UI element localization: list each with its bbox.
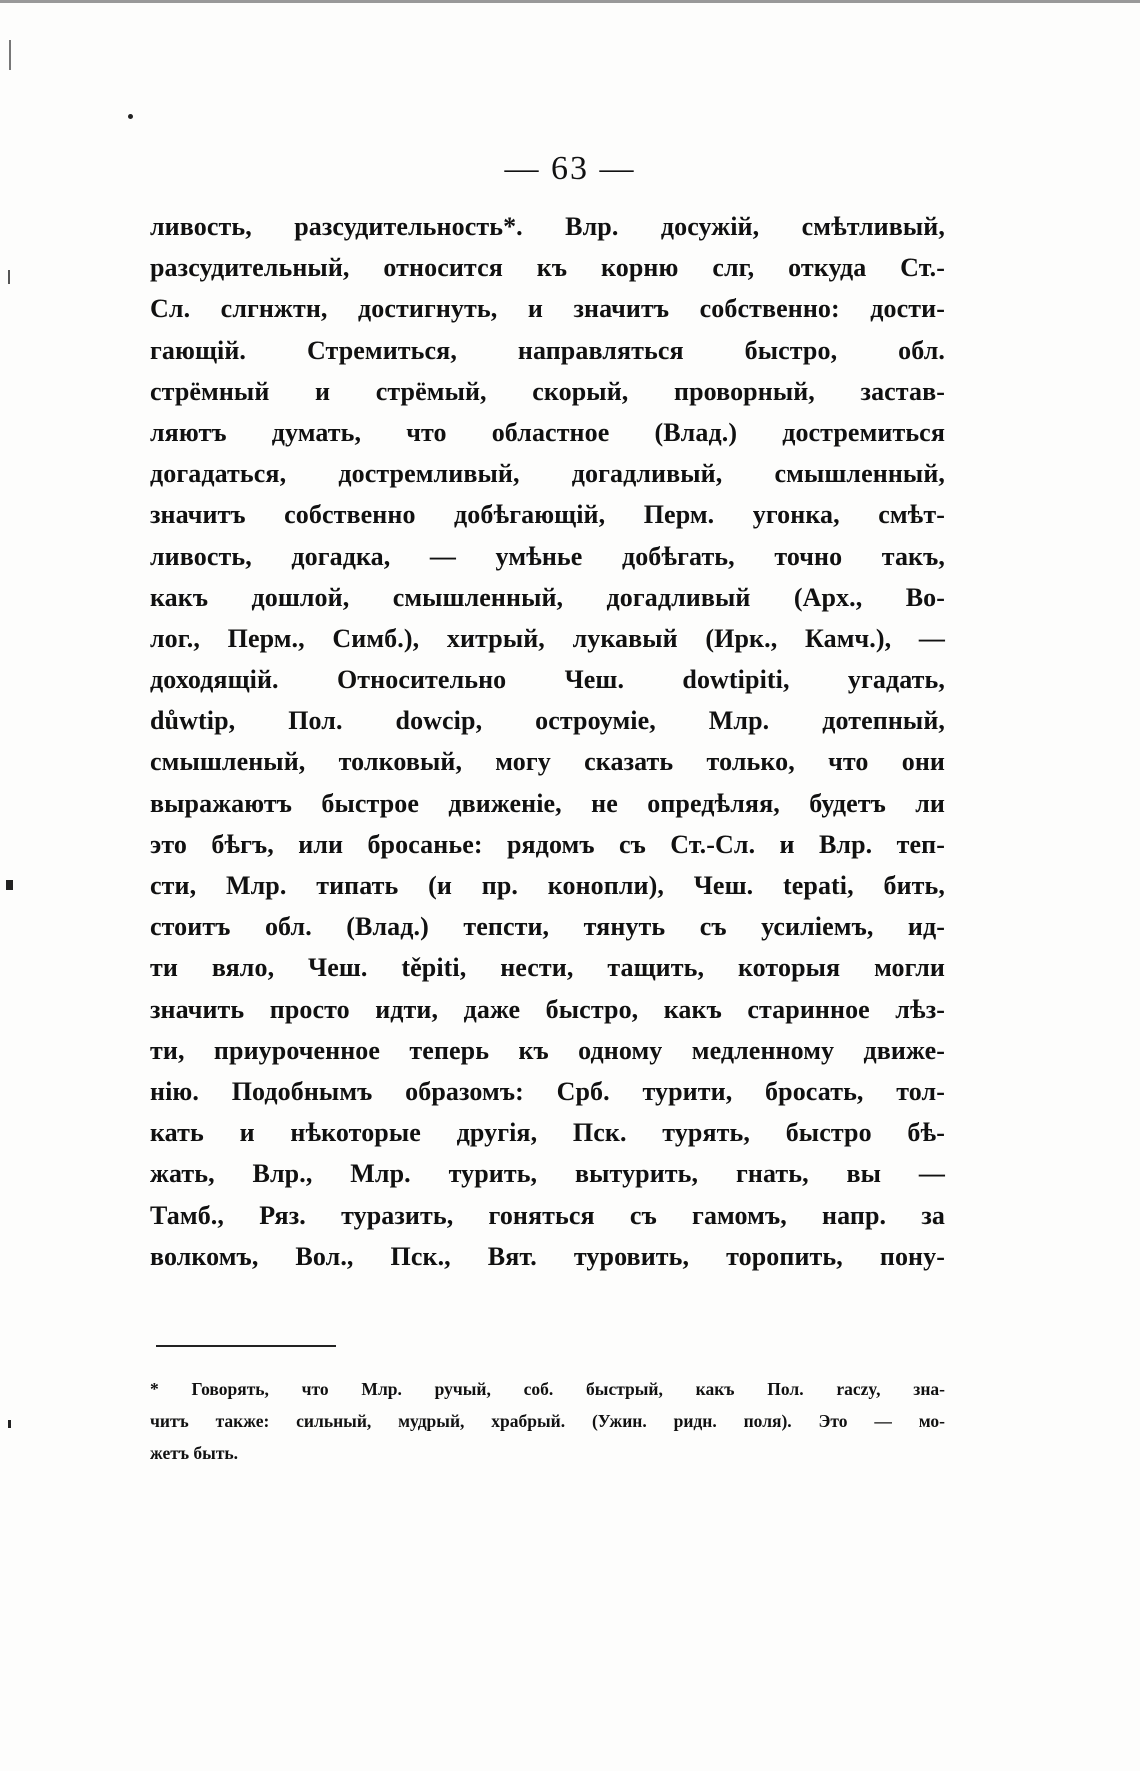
footnote — [150, 1373, 945, 1469]
text-line: лог., Перм., Симб.), хитрый, лукавый (Ирк., Камч.), — — [150, 623, 945, 653]
scan-mark-left-1 — [9, 40, 11, 70]
scan-mark-dot — [128, 114, 133, 119]
text-line: сти, Млр. типать (и пр. конопли), Чеш. tepati, бить, — [150, 871, 945, 900]
text-line: разсудительный, относится къ корню слг, откуда Ст.- — [150, 253, 945, 283]
text-line: смышленый, толковый, могу сказать только, что они — [150, 747, 945, 777]
text-line: důwtip, Пол. dowcip, остроуміе, Млр. дотепный, — [150, 706, 945, 736]
text-line: догадаться, достремливый, догадливый, смышленный, — [150, 459, 945, 489]
text-line: значить просто идти, даже быстро, какъ старинное лѣз- — [150, 994, 945, 1024]
text-line: стоитъ обл. (Влад.) тепсти, тянуть съ усиліемъ, ид- — [150, 912, 945, 942]
body-text — [150, 206, 945, 1277]
text-line: жать, Влр., Млр. турить, вытурить, гнать, вы — — [150, 1159, 945, 1189]
text-line: ти вяло, Чеш. těpiti, нести, тащить, которыя могли — [150, 953, 945, 983]
scan-mark-left-3 — [6, 880, 13, 890]
text-line: Тамб., Ряз. туразить, гоняться съ гамомъ, напр. за — [150, 1200, 945, 1230]
footnote-line: жетъ быть. — [150, 1443, 239, 1463]
text-line: ливость, догадка, — умѣнье добѣгать, точно такъ, — [150, 541, 945, 571]
text-line: какъ дошлой, смышленный, догадливый (Арх., Во- — [150, 582, 945, 612]
scan-mark-left-4 — [8, 1420, 11, 1428]
text-line: выражаютъ быстрое движеніе, не опредѣляя, будетъ ли — [150, 788, 945, 818]
scan-mark-top — [0, 0, 1140, 3]
text-line: Сл. слгнжтн, достигнуть, и значитъ собственно: дости- — [150, 294, 945, 324]
footnote-divider — [156, 1345, 336, 1347]
text-line: это бѣгъ, или бросанье: рядомъ съ Ст.-Сл. и Влр. теп- — [150, 829, 945, 859]
text-line: доходящій. Относительно Чеш. dowtipiti, угадать, — [150, 665, 945, 695]
text-line: ляютъ думать, что областное (Влад.) достремиться — [150, 417, 945, 447]
text-line: стрёмный и стрёмый, скорый, проворный, застав- — [150, 376, 945, 406]
text-line: ти, приуроченное теперь къ одному медленному движе- — [150, 1035, 945, 1065]
scan-mark-left-2 — [8, 270, 10, 284]
text-line: кать и нѣкоторые другія, Пск. турять, быстро бѣ- — [150, 1118, 945, 1148]
text-line: ливость, разсудительность*. Влр. досужій, смѣтливый, — [150, 212, 945, 241]
text-line: значитъ собственно добѣгающій, Перм. угонка, смѣт- — [150, 500, 945, 530]
footnote-line: читъ также: сильный, мудрый, храбрый. (Ужин. ридн. поля). Это — мо- — [150, 1411, 945, 1431]
page-number: — 63 — — [504, 150, 636, 187]
text-line: волкомъ, Вол., Пск., Вят. туровить, торопить, пону- — [150, 1241, 945, 1271]
footnote-line: * Говорять, что Млр. ручый, соб. быстрый, какъ Пол. raczy, зна- — [150, 1379, 945, 1399]
text-line: нію. Подобнымъ образомъ: Срб. турити, бросать, тол- — [150, 1076, 945, 1106]
text-line: гающій. Стремиться, направляться быстро, обл. — [150, 335, 945, 365]
